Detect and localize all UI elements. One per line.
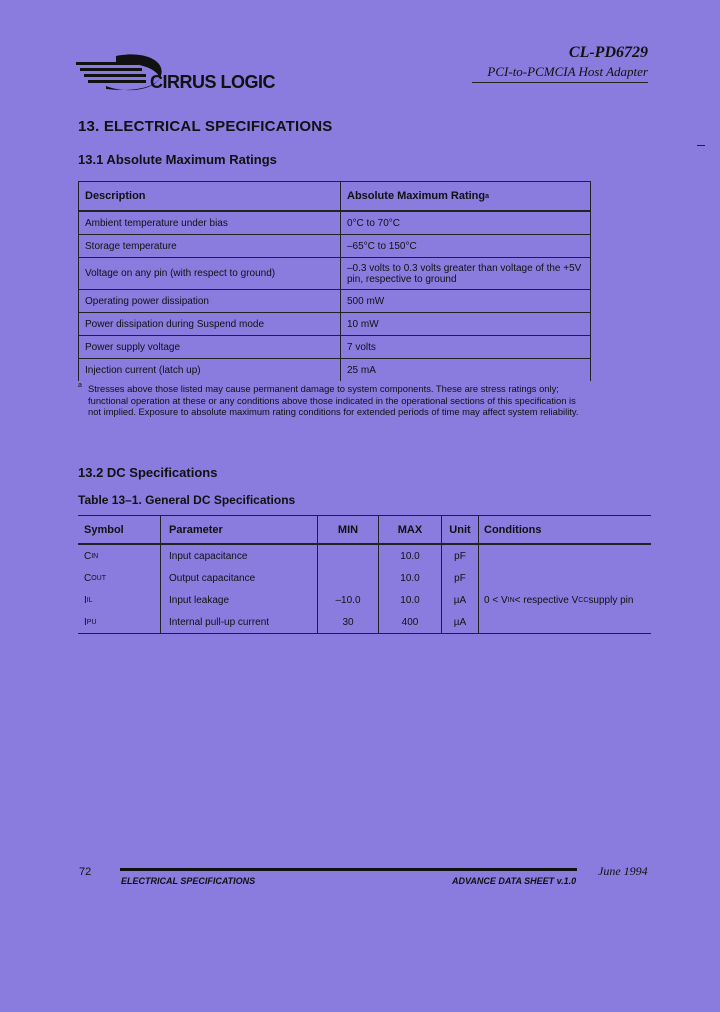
unit-cell: pF xyxy=(442,545,479,567)
parameter-cell: Output capacitance xyxy=(161,567,318,589)
symbol-cell: C IN xyxy=(78,545,161,567)
header-parameter: Parameter xyxy=(161,516,318,543)
min-cell: 30 xyxy=(318,611,379,633)
table-row xyxy=(78,545,651,567)
brand-wordmark: CIRRUS LOGIC xyxy=(150,72,276,92)
min-cell xyxy=(318,567,379,589)
max-cell: 10.0 xyxy=(379,589,442,611)
section-title: 13. ELECTRICAL SPECIFICATIONS xyxy=(78,118,333,135)
table-row xyxy=(79,359,590,381)
table-header-row xyxy=(78,516,651,545)
symbol-cell: C OUT xyxy=(78,567,161,589)
table-row xyxy=(79,212,590,235)
row-description: Injection current (latch up) xyxy=(79,359,341,381)
page-number: 72 xyxy=(79,866,92,878)
header-rating: Absolute Maximum Rating a xyxy=(347,190,490,202)
parameter-cell: Internal pull-up current xyxy=(161,611,318,633)
row-rating: –0.3 volts to 0.3 volts greater than voltage of the +5V pin, respective to ground xyxy=(347,262,582,285)
header-conditions: Conditions xyxy=(484,523,542,536)
header-max: MAX xyxy=(379,516,442,543)
row-rating: 10 mW xyxy=(347,318,379,330)
footer-rule xyxy=(120,868,577,871)
max-cell: 400 xyxy=(379,611,442,633)
header-unit: Unit xyxy=(442,516,479,543)
dc-specs-title: 13.2 DC Specifications xyxy=(78,465,218,480)
table-row xyxy=(79,258,590,290)
row-description: Power supply voltage xyxy=(79,336,341,358)
part-number: CL-PD6729 xyxy=(568,44,648,61)
row-rating: –65°C to 150°C xyxy=(347,240,417,252)
unit-cell: µA xyxy=(442,611,479,633)
table-row xyxy=(78,589,651,611)
row-description: Operating power dissipation xyxy=(79,290,341,312)
table-caption: Table 13–1. General DC Specifications xyxy=(78,493,296,507)
footnote-mark: a xyxy=(78,382,82,389)
header-symbol: Symbol xyxy=(78,516,161,543)
footer-date: June 1994 xyxy=(598,864,648,878)
row-description: Voltage on any pin (with respect to ground) xyxy=(79,258,341,289)
abs-max-title: 13.1 Absolute Maximum Ratings xyxy=(78,152,277,167)
footer-doc-status: ADVANCE DATA SHEET v.1.0 xyxy=(452,876,577,886)
table-row xyxy=(79,235,590,258)
table-row xyxy=(79,336,590,359)
footnote-text: Stresses above those listed may cause permanent damage to system components. These are stress ratings only; functional operation at these or any conditions above those indicated in the operational sections of this specification is not implied. Exposure to absolute maximum rating conditions for extended periods of time may affect system reliability. xyxy=(88,383,579,417)
table-header-row xyxy=(79,182,590,212)
max-cell: 10.0 xyxy=(379,545,442,567)
row-rating: 500 mW xyxy=(347,295,385,307)
table-row xyxy=(79,290,590,313)
row-description: Power dissipation during Suspend mode xyxy=(79,313,341,335)
row-description: Ambient temperature under bias xyxy=(79,212,341,234)
row-rating: 0°C to 70°C xyxy=(347,217,401,229)
symbol-cell: I PU xyxy=(78,611,161,633)
parameter-cell: Input leakage xyxy=(161,589,318,611)
abs-max-table xyxy=(78,181,591,381)
part-description: PCI-to-PCMCIA Host Adapter xyxy=(487,64,648,79)
parameter-cell: Input capacitance xyxy=(161,545,318,567)
symbol-cell: I IL xyxy=(78,589,161,611)
unit-cell: µA xyxy=(442,589,479,611)
dc-specs-table xyxy=(78,515,651,634)
header-rule xyxy=(472,82,648,83)
table-row xyxy=(78,567,651,589)
conditions-cell: 0 < V IN < respective V CC supply pin xyxy=(484,594,634,606)
row-rating: 25 mA xyxy=(347,364,376,376)
min-cell xyxy=(318,545,379,567)
min-cell: –10.0 xyxy=(318,589,379,611)
table-row xyxy=(78,611,651,633)
row-description: Storage temperature xyxy=(79,235,341,257)
row-rating: 7 volts xyxy=(347,341,376,353)
conditions-cell xyxy=(479,545,651,567)
conditions-cell xyxy=(479,611,651,633)
conditions-cell xyxy=(479,567,651,589)
footnote-ref: a xyxy=(485,192,490,200)
max-cell: 10.0 xyxy=(379,567,442,589)
footer-section: ELECTRICAL SPECIFICATIONS xyxy=(121,876,256,886)
header-min: MIN xyxy=(318,516,379,543)
header-description: Description xyxy=(79,182,341,210)
margin-mark xyxy=(697,145,705,146)
unit-cell: pF xyxy=(442,567,479,589)
table-row xyxy=(79,313,590,336)
